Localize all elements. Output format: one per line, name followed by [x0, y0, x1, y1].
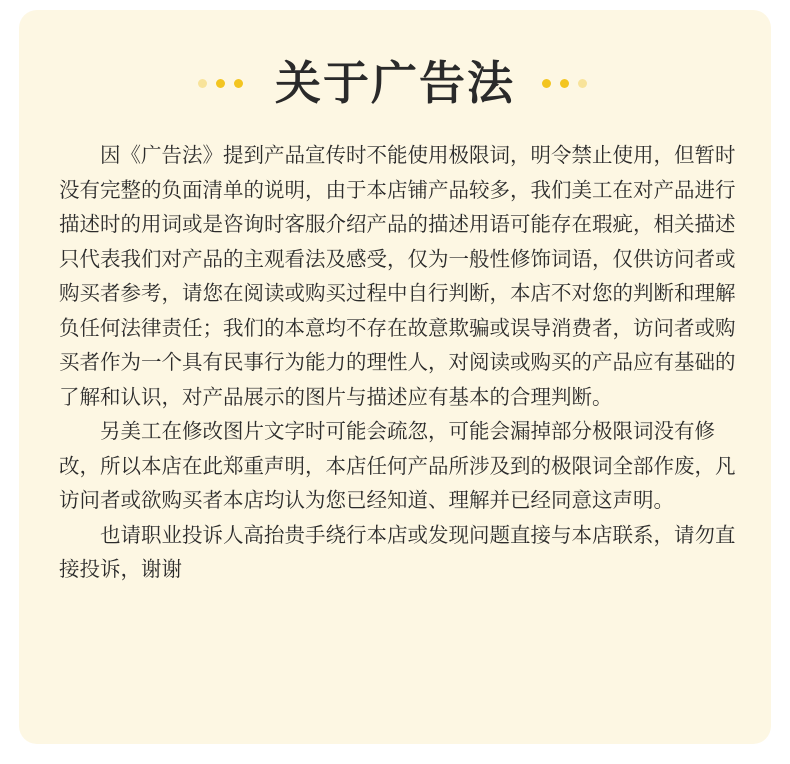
dot-icon — [560, 79, 569, 88]
dot-icon — [542, 79, 551, 88]
notice-card — [19, 10, 771, 744]
notice-header — [19, 52, 771, 114]
notice-paragraph: 也请职业投诉人高抬贵手绕行本店或发现问题直接与本店联系，请勿直接投诉，谢谢 — [59, 522, 736, 581]
notice-paragraph: 因《广告法》提到产品宣传时不能使用极限词，明令禁止使用，但暂时没有完整的负面清单的说明，由于本店铺产品较多，我们美工在对产品进行描述时的用词或是咨询时客服介绍产品的描述用语可能存在瑕疵，相关描述只代表我们对产品的主观看法及感受，仅为一般性修饰词语，仅供访问者或购买者参考，请您在阅读或购买过程中自行判断，本店不对您的判断和理解负任何法律责任；我们的本意均不存在故意欺骗或误导消费者，访问者或购买者作为一个具有民事行为能力的理性人，对阅读或购买的产品应有基础的了解和认识，对产品展示的图片与描述应有基本的合理判断。 — [59, 143, 736, 409]
dot-icon — [578, 79, 587, 88]
page-title: 关于广告法 — [275, 56, 515, 110]
notice-paragraph: 另美工在修改图片文字时可能会疏忽，可能会漏掉部分极限词没有修改，所以本店在此郑重声明，本店任何产品所涉及到的极限词全部作废，凡访问者或欲购买者本店均认为您已经知道、理解并已经同意这声明。 — [59, 419, 736, 512]
notice-body — [59, 138, 737, 587]
